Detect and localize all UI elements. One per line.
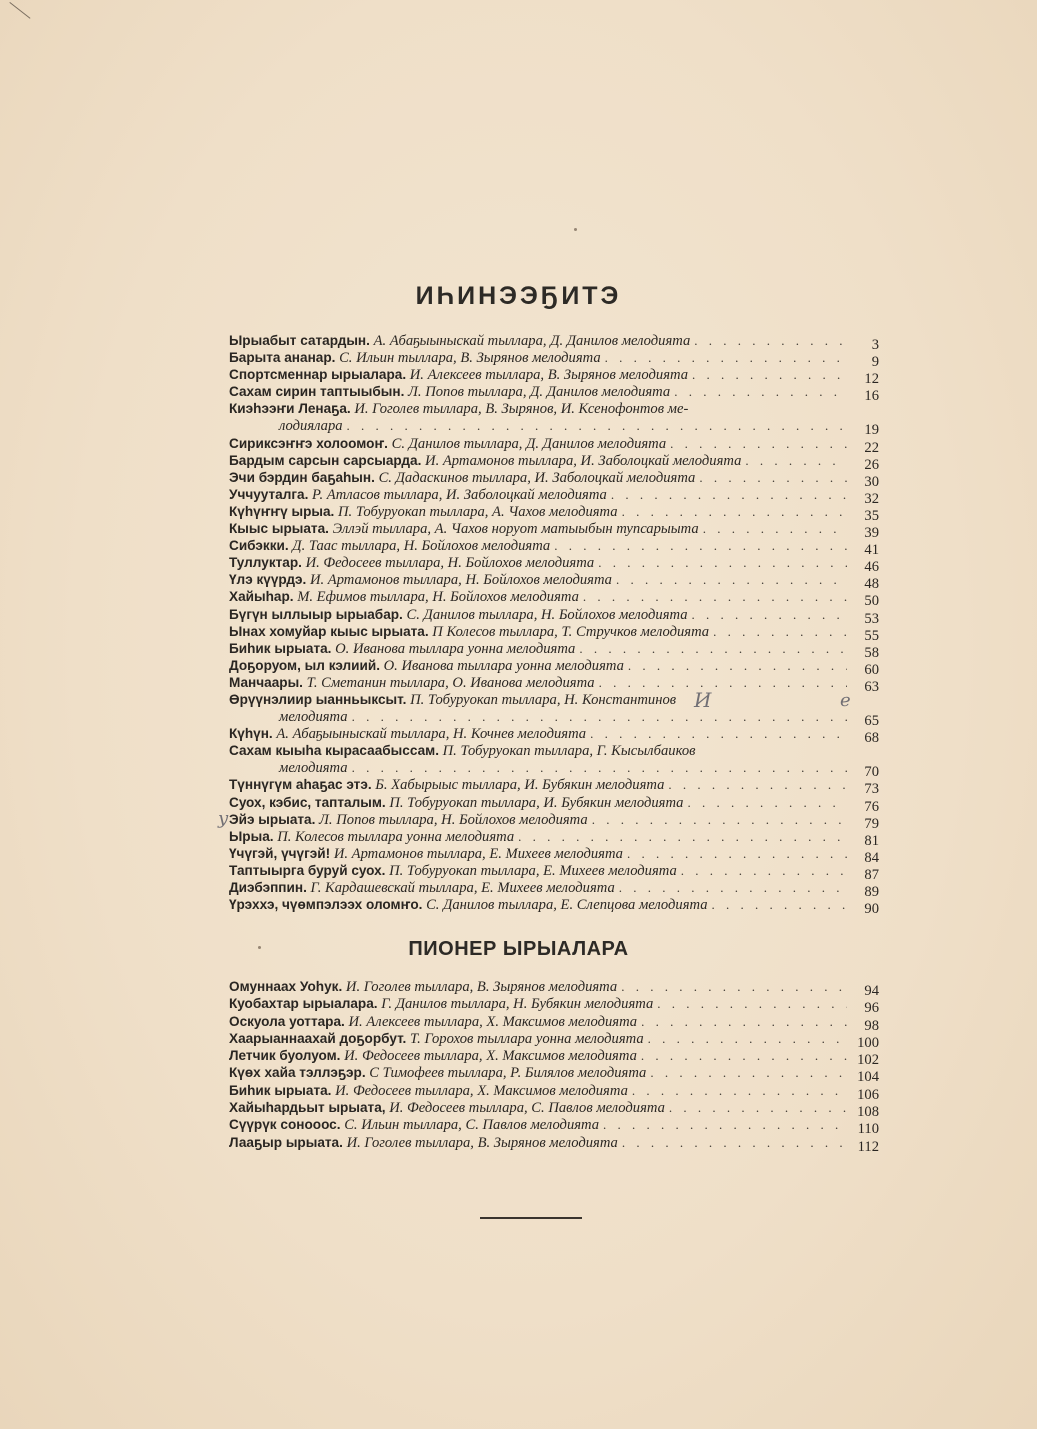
toc-entry [229,452,879,473]
page-number: 48 [864,576,879,593]
song-title: Манчаары. [229,674,303,690]
song-title: Күөх хайа тэллэҕэр. [229,1065,366,1081]
song-credits: И. Алексеев тыллара, В. Зырянов мелодията [409,367,688,384]
song-title: Спортсменнар ырыалара. [229,367,407,383]
page-number: 46 [864,559,879,576]
dot-leader [603,1116,847,1133]
toc-entry [229,588,879,610]
page-number: 63 [864,678,879,695]
pencil-mark: И [694,688,712,712]
page-number: 73 [864,781,879,798]
song-title: Хайыһар. [229,589,294,605]
dot-leader [579,640,847,657]
page-number: 112 [857,1138,879,1155]
song-credits: мелодията [279,760,348,777]
song-title: Омуннаах Уоһук. [229,979,343,994]
toc-entry [229,845,879,866]
toc-entry [229,794,879,815]
ink-speck [574,228,577,231]
song-title: Лааҕыр ырыата. [229,1134,343,1150]
song-credits: Л. Попов тыллара, Н. Бойлохов мелодията [319,811,588,828]
toc-entry [229,640,879,661]
page-number: 53 [864,610,879,627]
page-number: 9 [871,354,879,371]
song-credits: Эллэй тыллара, А. Чахов норуот матыыбын тупсарыыта [332,521,699,538]
song-credits: О. Иванова тыллара уонна мелодията [335,640,576,657]
song-title: Доҕоруом, ыл кэлиий. [229,657,380,673]
toc-entry [229,708,879,730]
dot-leader [668,776,847,793]
song-credits: Г. Данилов тыллара, Н. Бубякин мелодията [381,996,654,1013]
song-title: Үрэххэ, чүөмпэлээх оломҥо. [229,897,423,913]
song-title: Туллуктар. [229,555,302,571]
song-title: Биһик ырыата. [229,1082,332,1098]
song-title: Үлэ күүрдэ. [229,572,307,588]
song-credits: И. Алексеев тыллара, Х. Максимов мелодията [348,1013,638,1030]
page-number: 79 [864,815,879,832]
dot-leader [713,623,847,640]
song-credits: И. Гоголев тыллара, В. Зырянов мелодията [345,979,618,995]
page-number: 87 [864,866,879,883]
toc-entry [229,606,879,627]
song-credits: П. Тобуруокап тыллара, Н. Константинов [410,691,677,708]
song-credits: О. Иванова тыллара уонна мелодията [383,657,624,674]
page-number: 100 [857,1034,879,1051]
toc-entry [229,1116,879,1138]
page-number: 39 [864,525,879,542]
dot-leader [352,759,847,776]
toc-entry [229,995,879,1017]
dot-leader [632,1082,847,1099]
page-number: 55 [864,627,879,644]
toc-entry [229,674,879,695]
toc-entry [229,759,879,781]
toc-entry [229,879,879,900]
dot-leader [641,1047,847,1064]
song-title: Летчик буолуом. [229,1048,341,1064]
dot-leader [681,862,847,879]
song-title: Түннүгүм аһаҕас этэ. [229,777,372,793]
page-number: 30 [864,473,879,490]
song-credits: П. Колесов тыллара уонна мелодията [277,828,515,845]
song-title: Биһик ырыата. [229,640,332,656]
toc-entry [229,349,879,371]
dot-leader [616,571,847,588]
dot-leader [352,708,847,725]
song-title: Ырыабыт сатардын. [229,333,370,348]
page-number: 81 [864,832,879,849]
song-title: Ынах хомуйар кыыс ырыата. [229,623,429,639]
dot-leader [669,1099,847,1116]
toc-entry [229,623,879,644]
song-credits: П. Тобуруокап тыллара, Е. Михеев мелодията [389,862,677,879]
toc-entry [229,1013,879,1034]
toc-entry [229,417,879,439]
toc-entry [229,1099,879,1121]
page-number: 96 [864,1000,879,1017]
closing-rule [480,1217,582,1219]
page-number: 68 [864,730,879,747]
toc-entry [229,400,879,417]
toc-entry [229,537,879,559]
song-credits: И. Артамонов тыллара, И. Заболоцкай мелодията [425,452,742,469]
toc-entry [229,1134,879,1155]
toc-entry [229,978,879,999]
corner-crease [0,2,30,35]
song-title: Өрүүнэлиир ыанньыксыт. [229,691,407,707]
dot-leader [692,366,847,383]
dot-leader [648,1030,847,1047]
song-credits: С. Данилов тыллара, Е. Слепцова мелодията [426,897,708,914]
dot-leader [605,349,847,366]
song-title: Уччууталга. [229,486,309,502]
page-number: 70 [864,764,879,781]
song-title: Диэбэппин. [229,880,307,895]
dot-leader [611,486,847,503]
dot-leader [599,674,847,691]
page-number: 104 [857,1069,879,1086]
dot-leader [592,811,847,828]
toc-entry [229,469,879,490]
song-title: Сүүрүк сонооос. [229,1117,341,1133]
page-number: 90 [864,901,879,918]
song-credits: П. Тобуруокап тыллара, И. Бубякин мелодията [389,794,684,811]
page-number: 65 [864,713,879,730]
toc-entry [229,862,879,883]
toc-entry [229,1047,879,1069]
toc-entry [229,520,879,542]
song-credits: С Тимофеев тыллара, Р. Билялов мелодията [369,1065,647,1082]
pioneer-songs-list [229,978,879,1155]
dot-leader [703,520,847,537]
dot-leader [687,794,847,811]
toc-entry [229,503,879,524]
page-number: 50 [864,593,879,610]
dot-leader [692,606,847,623]
song-title: Киэһээҥи Ленаҕа. [229,401,351,417]
song-credits: Г. Кардашевскай тыллара, Е. Михеев мелодията [310,880,615,896]
song-credits: И. Гоголев тыллара, В. Зырянов мелодията [346,1134,618,1151]
song-title: Күһүн. [229,726,273,742]
song-title: Бардым сарсын сарсыарда. [229,452,422,468]
dot-leader [619,879,847,896]
toc-entry [229,1030,879,1051]
song-title: Таптыырга буруй суох. [229,862,386,878]
song-credits: И. Гоголев тыллара, В. Зырянов, И. Ксенофонтов ме- [354,401,689,418]
song-credits: С. Данилов тыллара, Н. Бойлохов мелодията [406,606,688,623]
song-credits: С. Данилов тыллара, Д. Данилов мелодията [391,435,667,452]
song-credits: П Колесов тыллара, Т. Стручков мелодията [432,623,710,640]
toc-entry [229,742,879,759]
dot-leader [712,896,848,913]
toc-entry [229,571,879,593]
song-credits: П. Тобуруокап тыллара, Г. Кысылбаиков [442,743,696,760]
page-number: 35 [864,507,879,524]
song-credits: Т. Сметанин тыллара, О. Иванова мелодията [306,674,595,691]
song-credits: И. Артамонов тыллара, Е. Михеев мелодията [333,845,623,862]
page-number: 108 [857,1104,879,1121]
dot-leader [674,383,847,400]
song-credits: П. Тобуруокап тыллара, А. Чахов мелодията [337,503,618,520]
pencil-mark: е [840,690,851,711]
contents-list [229,332,879,918]
page-number: 19 [864,422,879,439]
page-number: 94 [864,983,879,999]
song-title: Эйэ ырыата. [229,811,316,827]
song-credits: С. Ильин тыллара, С. Павлов мелодията [344,1117,600,1134]
page-number: 60 [864,661,879,678]
toc-entry [229,725,879,747]
song-title: Үчүгэй, үчүгэй! [229,845,331,861]
page-number: 12 [864,371,879,388]
song-title: Куобахтар ырыалара. [229,996,378,1012]
song-credits: Д. Таас тыллара, Н. Бойлохов мелодията [292,538,551,555]
dot-leader [583,588,847,605]
dot-leader [518,828,847,845]
dot-leader [554,537,847,554]
song-credits: Л. Попов тыллара, Д. Данилов мелодията [408,384,671,401]
song-credits: Т. Горохов тыллара уонна мелодията [409,1030,644,1047]
dot-leader [641,1013,847,1030]
page-number: 76 [864,798,879,815]
song-title: Кыыс ырыата. [229,521,329,537]
dot-leader [347,417,847,434]
page-number: 84 [864,849,879,866]
toc-entry [229,896,879,918]
toc-entry [229,1082,879,1103]
contents-heading: ИҺИНЭЭҔИТЭ [415,282,622,310]
page-number: 26 [864,456,879,473]
song-credits: Б. Хабырыыс тыллара, И. Бубякин мелодията [375,777,665,794]
song-credits: И. Федосеев тыллара, С. Павлов мелодията [389,1100,665,1117]
page-number: 102 [857,1052,879,1069]
toc-entry [229,1064,879,1086]
song-title: Сахам сирин таптыыбын. [229,384,405,400]
song-credits: А. Абаҕыыныскай тыллара, Н. Кочнев мелодията [276,726,587,743]
song-credits: М. Ефимов тыллара, Н. Бойлохов мелодията [297,589,579,606]
song-title: Сахам кыыһа кырасаабыссам. [229,743,439,759]
song-title: Бүгүн ыллыыр ырыабар. [229,606,403,622]
song-title: Сириксэҥҥэ холоомоҥ. [229,435,388,451]
pioneer-songs-heading: ПИОНЕР ЫРЫАЛАРА [408,938,629,960]
toc-entry [229,776,879,798]
toc-entry [229,486,879,507]
page-number: 22 [864,439,879,456]
toc-entry [229,332,879,353]
dot-leader [598,554,847,571]
toc-entry [229,554,879,576]
dot-leader [670,435,847,452]
song-title: Эчи бэрдин баҕаһын. [229,469,375,485]
song-title: Суох, кэбис, тапталым. [229,794,386,810]
song-credits: С. Ильин тыллара, В. Зырянов мелодията [339,350,601,367]
dot-leader [627,845,847,862]
toc-entry [229,383,879,405]
pencil-mark: у [218,808,229,829]
page-number: 110 [857,1121,879,1138]
song-credits: мелодията [279,709,348,726]
toc-entry [229,828,879,849]
song-title: Күһүҥҥү ырыа. [229,503,335,519]
toc-entry [229,366,879,388]
song-title: Хайыһардьыт ырыата, [229,1100,386,1116]
dot-leader [694,332,847,349]
song-title: Барыта ананар. [229,350,336,366]
song-credits: И. Федосеев тыллара, Х. Максимов мелодията [335,1082,628,1099]
song-credits: И. Артамонов тыллара, Н. Бойлохов мелодията [309,572,612,589]
toc-entry [229,435,879,456]
toc-entry [229,691,879,708]
song-title: Ырыа. [229,828,274,844]
dot-leader [699,469,847,486]
dot-leader [622,503,847,520]
page-number: 58 [864,644,879,661]
page-number: 89 [864,884,879,900]
page-number: 98 [864,1017,879,1034]
page-number: 3 [871,337,879,353]
dot-leader [621,978,847,995]
page-number: 41 [864,542,879,559]
song-title: Сибэкки. [229,538,289,554]
song-credits: И. Федосеев тыллара, Х. Максимов мелодията [344,1048,637,1065]
page-number: 106 [857,1086,879,1103]
page-number: 16 [864,388,879,405]
song-credits: С. Дадаскинов тыллара, И. Заболоцкай мелодията [378,469,696,486]
song-credits: Р. Атласов тыллара, И. Заболоцкай мелодията [312,486,607,503]
page-number: 32 [864,490,879,507]
song-credits: И. Федосеев тыллара, Н. Бойлохов мелодията [305,555,595,572]
toc-entry [229,657,879,678]
dot-leader [650,1064,847,1081]
dot-leader [590,725,847,742]
song-title: Хаарыаннаахай доҕорбут. [229,1030,407,1046]
song-title: Оскуола уоттара. [229,1013,345,1029]
song-credits: лодиялара [279,418,343,435]
dot-leader [628,657,847,674]
dot-leader [622,1134,847,1151]
toc-entry [229,811,879,832]
dot-leader [745,452,847,469]
dot-leader [657,995,847,1012]
song-credits: А. Абаҕыыныскай тыллара, Д. Данилов мелодията [373,333,691,349]
